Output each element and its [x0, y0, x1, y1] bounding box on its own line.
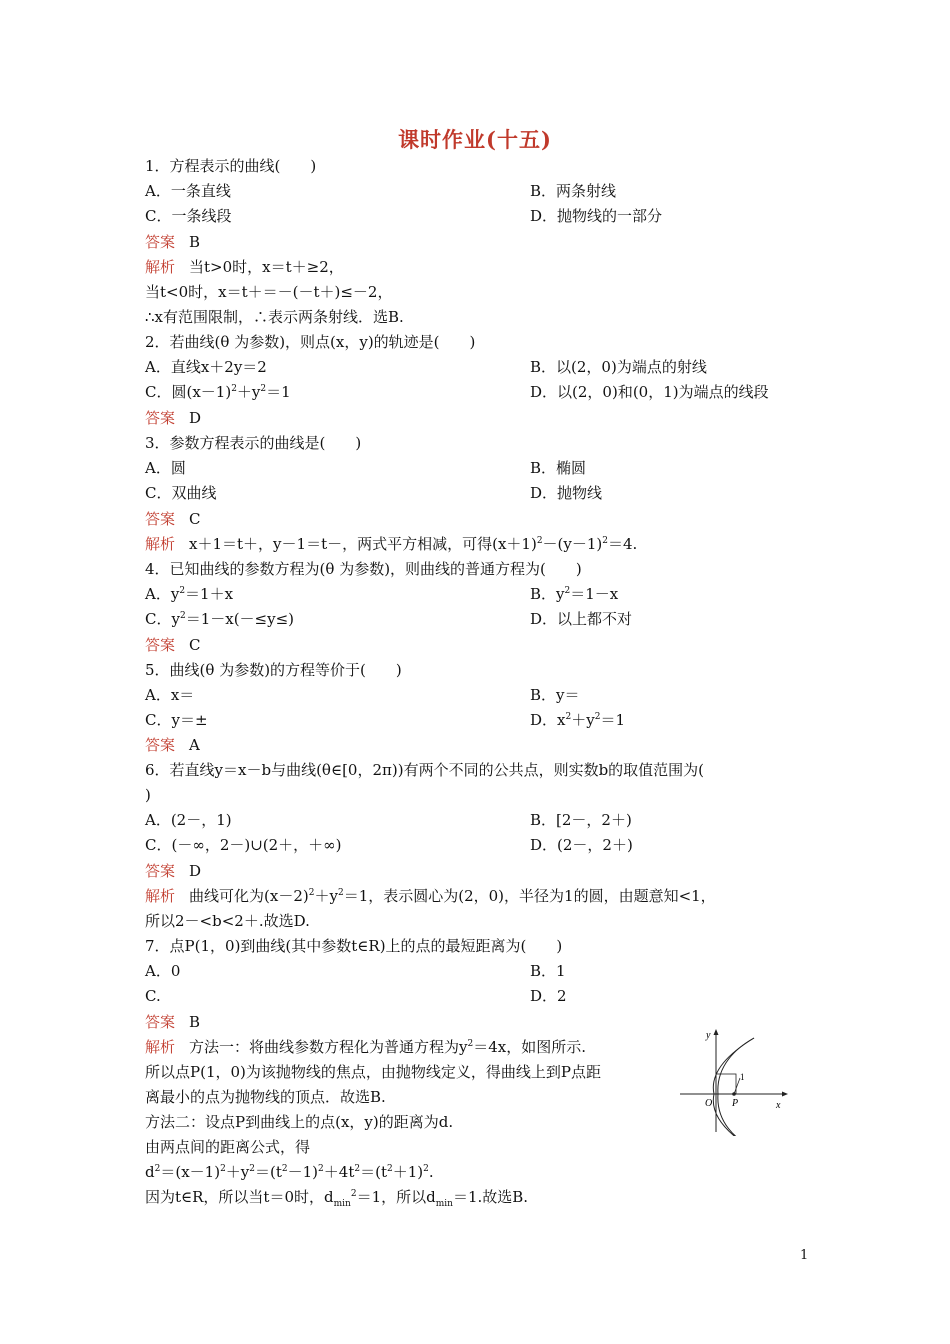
q3-analysis: 解析 x＋1＝t＋，y－1＝t－，两式平方相减，可得$(x+1)^2-(y-1)^2=4$. [145, 535, 638, 553]
q5-answer: 答案 A [145, 736, 200, 754]
q7-method2-2: 由两点间的距离公式，得 [145, 1138, 311, 1156]
q4-option-a: A．$y^2=1+x$ [145, 585, 234, 603]
q7-answer: 答案 B [145, 1013, 201, 1031]
page-number: 1 [800, 1248, 809, 1263]
q6-analysis: 解析 曲线可化为$(x-2)^2+y^2=1$，表示圆心为(2，0)，半径为1的圆，由题意知<1， [145, 887, 716, 905]
q6-option-a: A．(2－，1) [145, 811, 232, 829]
q6-option-b: B．[2－，2＋) [530, 811, 632, 829]
q4-option-b: B．$y^2=1-x$ [530, 585, 619, 603]
q5-option-b: B．y＝ [530, 686, 580, 704]
q1-stem: 1．方程表示的曲线( ) [145, 157, 317, 175]
origin-label: O [705, 1098, 713, 1109]
q3-answer: 答案 C [145, 510, 201, 528]
q1-option-d: D．抛物线的一部分 [530, 207, 663, 225]
q7-method2-1: 方法二：设点P到曲线上的点(x，y)的距离为d. [145, 1113, 454, 1131]
q2-option-b: B．以(2，0)为端点的射线 [530, 358, 707, 376]
q4-option-d: D．以上都不对 [530, 610, 633, 628]
q2-option-d: D．以(2，0)和(0，1)为端点的线段 [530, 383, 769, 401]
analysis-label: 解析 [145, 258, 176, 276]
q1-analysis-2: 当t<0时，x＝t＋＝－(－t＋)≤－2， [145, 283, 393, 301]
q7-option-a: A．0 [145, 962, 181, 980]
q3-option-d: D．抛物线 [530, 484, 603, 502]
q6-stem-2: ) [145, 786, 151, 804]
x-label: x [776, 1100, 781, 1111]
one-label: 1 [740, 1072, 745, 1082]
q3-option-c: C．双曲线 [145, 484, 217, 502]
q4-option-c: C．$y^2=1-x(-\le y\le)$ [145, 610, 295, 628]
q7-method2-4: 因为t∈R，所以当t＝0时，$d_{min}^2=1$，所以$d_{min}=1$.故选B. [145, 1188, 529, 1209]
q3-stem: 3．参数方程表示的曲线是( ) [145, 434, 362, 452]
q6-option-c: C．(－∞，2－)∪(2＋，＋∞) [145, 836, 342, 854]
q5-option-a: A．x＝ [145, 686, 195, 704]
q6-analysis-2: 所以2－<b<2＋.故选D. [145, 912, 310, 930]
q4-stem: 4．已知曲线的参数方程为(θ 为参数)，则曲线的普通方程为( ) [145, 560, 582, 578]
q7-option-c: C. [145, 987, 161, 1005]
q5-stem: 5．曲线(θ 为参数)的方程等价于( ) [145, 661, 402, 679]
q3-option-a: A．圆 [145, 459, 186, 477]
q7-analysis: 解析 方法一：将曲线参数方程化为普通方程为$y^2=4x$，如图所示. [145, 1038, 587, 1056]
q7-stem: 7．点P(1，0)到曲线(其中参数t∈R)上的点的最短距离为( ) [145, 937, 563, 955]
q1-option-c: C．一条线段 [145, 207, 232, 225]
q6-stem: 6．若直线y＝x－b与曲线(θ∈[0，2π))有两个不同的公共点，则实数b的取值范围为( [145, 761, 705, 779]
q4-answer: 答案 C [145, 636, 201, 654]
parabola-figure [676, 1026, 794, 1136]
q1-analysis-3: ∴x有范围限制，∴表示两条射线．选B. [145, 308, 404, 326]
q6-answer: 答案 D [145, 862, 202, 880]
p-label: P [732, 1098, 739, 1109]
page-title: 课时作业(十五) [398, 127, 552, 152]
y-axis-arrow [714, 1029, 719, 1035]
q7-option-b: B．1 [530, 962, 566, 980]
q1-analysis: 解析 当t>0时，x＝t＋≥2， [145, 258, 344, 276]
q6-option-d: D．(2－，2＋) [530, 836, 633, 854]
q1-option-a: A．一条直线 [145, 182, 231, 200]
q5-option-d: D．$x^2+y^2=1$ [530, 711, 625, 729]
q2-answer: 答案 D [145, 409, 202, 427]
y-label: y [706, 1030, 711, 1041]
q7-analysis-2: 所以点P(1，0)为该抛物线的焦点，由抛物线定义，得曲线上到P点距 [145, 1063, 601, 1081]
q7-analysis-3: 离最小的点为抛物线的顶点．故选B. [145, 1088, 386, 1106]
q1-answer: 答案 B [145, 233, 201, 251]
q3-option-b: B．椭圆 [530, 459, 587, 477]
x-axis-arrow [782, 1092, 788, 1097]
q7-method2-3: $d^2=(x-1)^2+y^2=(t^2-1)^2+4t^2=(t^2+1)^2$. [145, 1163, 434, 1181]
q2-option-a: A．直线x＋2y＝2 [145, 358, 267, 376]
q2-option-c: C．圆$(x-1)^2+y^2=1$ [145, 383, 291, 401]
vertex-box [716, 1074, 736, 1094]
q1-option-b: B．两条射线 [530, 182, 617, 200]
answer-label: 答案 [145, 233, 176, 251]
q2-stem: 2．若曲线(θ 为参数)，则点(x，y)的轨迹是( ) [145, 333, 476, 351]
point-p [732, 1092, 736, 1096]
q5-option-c: C．y＝± [145, 711, 208, 729]
q7-option-d: D．2 [530, 987, 567, 1005]
